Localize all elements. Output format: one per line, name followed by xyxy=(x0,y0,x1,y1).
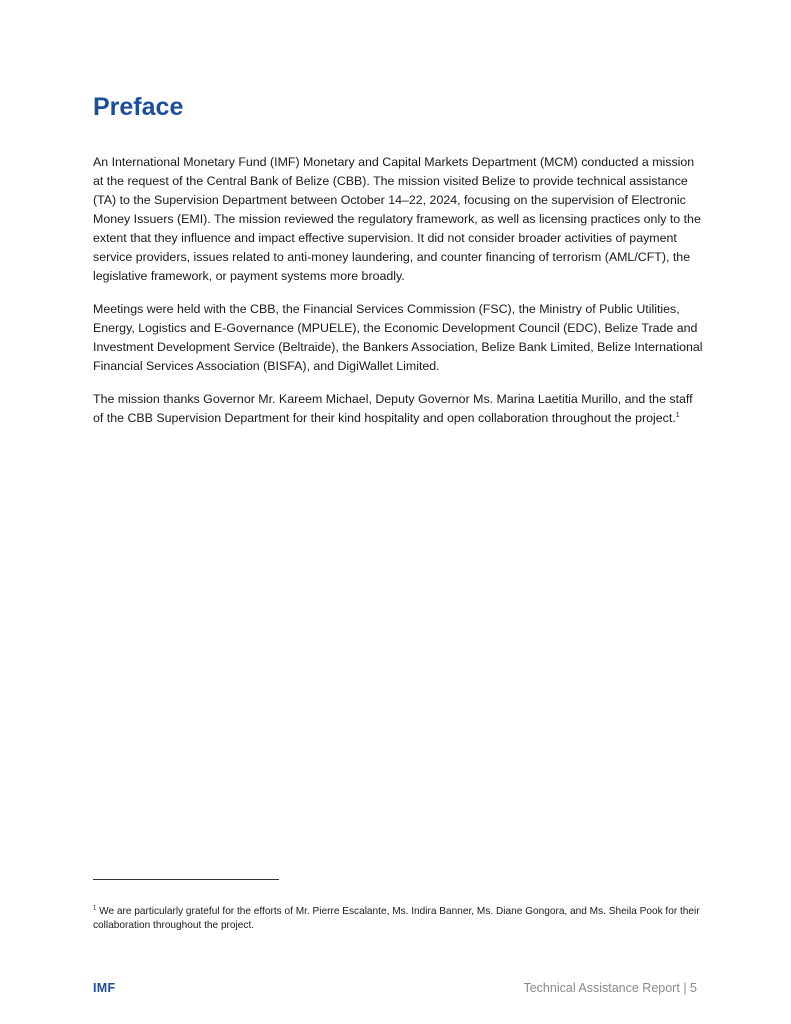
paragraph-acknowledgements xyxy=(93,390,705,428)
paragraph-meetings: Meetings were held with the CBB, the Financial Services Commission (FSC), the Ministry of Public Utilities, Energy, Logistics and E-Governance (MPUELE), the Economic Development Council (EDC), Belize Trade and Investment Development Service (Beltraide), the Bankers Association, Belize Bank Limited, Belize International Financial Services Association (BISFA), and DigiWallet Limited. xyxy=(93,302,703,373)
imf-logo: IMF xyxy=(93,981,116,995)
footnote xyxy=(93,905,705,933)
footnote-divider xyxy=(93,879,279,880)
footer-separator: | xyxy=(683,981,687,995)
page-number: 5 xyxy=(690,981,697,995)
acknowledgements-text: The mission thanks Governor Mr. Kareem Michael, Deputy Governor Ms. Marina Laetitia Murillo, and the staff of the CBB Supervision Department for their kind hospitality and open collaboration throughout the project. xyxy=(93,392,693,425)
footnote-number: 1 xyxy=(93,905,97,912)
footnote-text: We are particularly grateful for the efforts of Mr. Pierre Escalante, Ms. Indira Banner, Ms. Diane Gongora, and Ms. Sheila Pook for their collaboration throughout the project. xyxy=(93,906,700,931)
page-title: Preface xyxy=(93,93,184,121)
footnote-reference[interactable]: 1 xyxy=(675,411,680,419)
report-label: Technical Assistance Report xyxy=(523,981,680,995)
page-footer xyxy=(523,980,697,996)
paragraph-mission-overview: An International Monetary Fund (IMF) Monetary and Capital Markets Department (MCM) conducted a mission at the request of the Central Bank of Belize (CBB). The mission visited Belize to provide technical assistance (TA) to the Supervision Department between October 14–22, 2024, focusing on the supervision of Electronic Money Issuers (EMI). The mission reviewed the regulatory framework, as well as licensing practices only to the extent that they influence and impact effective supervision. It did not consider broader activities of payment service providers, issues related to anti-money laundering, and counter financing of terrorism (AML/CFT), the legislative framework, or payment systems more broadly. xyxy=(93,155,701,283)
body-text xyxy=(93,153,705,442)
